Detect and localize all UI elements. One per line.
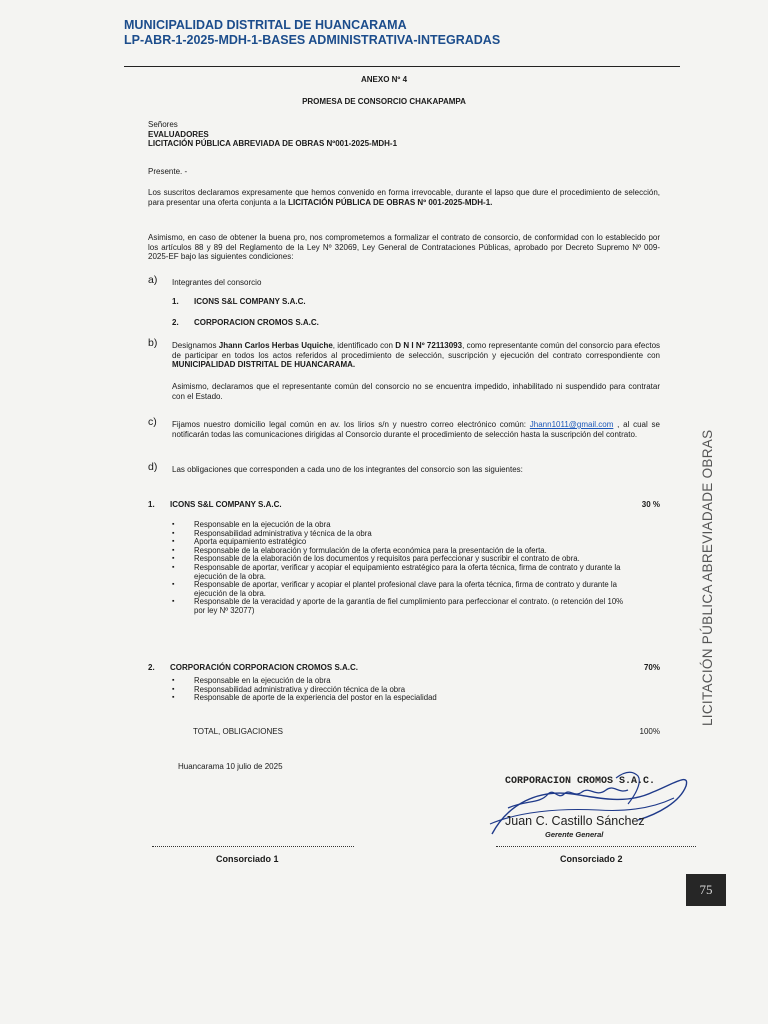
list-item: ▪ Responsable en la ejecución de la obra — [172, 521, 634, 530]
item-b-paragraph-2: Asimismo, declaramos que el representante común del consorcio no se encuentra impedido, inhabilitado ni suspendido para contratar con el Estado. — [172, 382, 660, 401]
item-a-label: a) — [148, 274, 158, 286]
side-vertical-label: LICITACIÓN PÚBLICA ABREVIADADE OBRAS — [700, 429, 715, 726]
obligation-1-percent: 30 % — [641, 500, 660, 509]
signature-line-2 — [496, 846, 696, 847]
list-item: ▪ Aporta equipamiento estratégico — [172, 538, 634, 547]
list-item: ▪ Responsable de aporte de la experiencia del postor en la especialidad — [172, 694, 634, 703]
member-1-name: ICONS S&L COMPANY S.A.C. — [194, 297, 306, 306]
item-c-text-2: , al cual se notificarán todas las comunicaciones dirigidas al Consorcio durante el procedimiento de selección hasta la suscripción del contrato. — [172, 420, 660, 439]
item-b-text-3: , como representante común del consorcio para efectos de participar en todos los actos referidos al procedimiento de selección, suscripción y ejecución del contrato correspondiente con — [172, 341, 661, 360]
document-title: PROMESA DE CONSORCIO CHAKAPAMPA — [302, 97, 466, 106]
item-c-text — [172, 420, 660, 439]
paragraph-1-text: Los suscritos declaramos expresamente que hemos convenido en forma irrevocable, durante el lapso que dure el procedimiento de selección, para presentar una oferta conjunta a la — [148, 188, 660, 207]
page-number: 75 — [686, 874, 726, 906]
list-item: ▪ Responsable de aportar, verificar y acopiar el equipamiento estratégico para la oferta técnica, firma de contrato y durante la ejecución de la obra. — [172, 564, 634, 581]
member-2-number: 2. — [172, 318, 179, 327]
item-c-label: c) — [148, 416, 157, 428]
item-b-text — [172, 341, 660, 370]
header-municipality: MUNICIPALIDAD DISTRITAL DE HUANCARAMA — [124, 18, 407, 32]
list-item: ▪ Responsable de aportar, verificar y acopiar el plantel profesional clave para la oferta técnica, firma de contrato y durante la ejecución de la obra. — [172, 581, 634, 598]
total-label: TOTAL, OBLIGACIONES — [193, 727, 283, 736]
total-percent: 100% — [639, 727, 660, 736]
obligation-1-name: ICONS S&L COMPANY S.A.C. — [170, 500, 282, 509]
paragraph-1-tender: LICITACIÓN PÚBLICA DE OBRAS Nº 001-2025-MDH-1. — [288, 197, 493, 207]
signature-line-1 — [152, 846, 354, 847]
list-item: ▪ Responsable de la elaboración de los documentos y requisitos para perfeccionar y suscribir el contrato de obra. — [172, 555, 634, 564]
item-b-text-2: , identificado con — [332, 341, 396, 350]
stamp-name: Juan C. Castillo Sánchez — [505, 814, 645, 828]
company-stamp: CORPORACION CROMOS S.A.C. — [505, 776, 656, 787]
addressee-greeting: Señores — [148, 120, 178, 129]
member-1-number: 1. — [172, 297, 179, 306]
representative-dni: D N I Nº 72113093 — [395, 341, 463, 350]
list-item: ▪ Responsable de la veracidad y aporte de la garantía de fiel cumplimiento para perfeccionar el contrato. (o retención del 10% por ley Nº 32077) — [172, 598, 634, 615]
stamp-role: Gerente General — [545, 830, 604, 839]
obligation-1-number: 1. — [148, 500, 155, 509]
member-2-name: CORPORACION CROMOS S.A.C. — [194, 318, 319, 327]
list-item: ▪ Responsabilidad administrativa y técnica de la obra — [172, 530, 634, 539]
presente-line: Presente. - — [148, 167, 188, 176]
obligation-2-list — [172, 677, 634, 703]
obligation-2-percent: 70% — [643, 663, 660, 672]
item-c-text-1: Fijamos nuestro domicilio legal común en av. los lirios s/n y nuestro correo electrónico común: — [172, 420, 530, 429]
item-b-label: b) — [148, 337, 158, 349]
municipality-name: MUNICIPALIDAD DISTRITAL DE HUANCARAMA. — [172, 360, 356, 369]
paragraph-2: Asimismo, en caso de obtener la buena pro, nos comprometemos a formalizar el contrato de consorcio, de conformidad con lo establecido por los artículos 88 y 89 del Reglamento de la Ley Nº 32069, Ley General de Contrataciones Públicas, aprobado por Decreto Supremo Nº 009-2025-EF bajo las siguientes condiciones: — [148, 233, 660, 261]
email-link[interactable]: Jhann1011@gmail.com — [529, 420, 614, 429]
addressee-tender: LICITACIÓN PÚBLICA ABREVIADA DE OBRAS Nº001-2025-MDH-1 — [148, 139, 398, 148]
addressee-evaluators: EVALUADORES — [148, 129, 209, 139]
place-date: Huancarama 10 julio de 2025 — [178, 762, 283, 771]
list-item: ▪ Responsable en la ejecución de la obra — [172, 677, 634, 686]
item-b-text-1: Designamos — [172, 341, 219, 350]
header-rule — [124, 66, 680, 67]
item-d-label: d) — [148, 461, 158, 473]
list-item: ▪ Responsable de la elaboración y formulación de la oferta económica para la presentación de la oferta. — [172, 547, 634, 556]
document-header — [124, 18, 500, 48]
representative-name: Jhann Carlos Herbas Uquiche — [218, 341, 333, 350]
obligation-1-list — [172, 521, 634, 616]
annex-number: ANEXO Nº 4 — [360, 75, 408, 84]
header-process-code: LP-ABR-1-2025-MDH-1-BASES ADMINISTRATIVA-INTEGRADAS — [124, 33, 501, 47]
addressee — [148, 120, 397, 149]
obligation-2-number: 2. — [148, 663, 155, 672]
signature-label-1: Consorciado 1 — [216, 854, 279, 864]
signature-label-2: Consorciado 2 — [560, 854, 623, 864]
list-item: ▪ Responsabilidad administrativa y dirección técnica de la obra — [172, 686, 634, 695]
paragraph-1 — [148, 188, 660, 207]
obligation-2-name: CORPORACIÓN CORPORACION CROMOS S.A.C. — [170, 663, 359, 672]
item-d-text: Las obligaciones que corresponden a cada uno de los integrantes del consorcio son las siguientes: — [172, 465, 523, 474]
item-a-text: Integrantes del consorcio — [172, 278, 262, 287]
